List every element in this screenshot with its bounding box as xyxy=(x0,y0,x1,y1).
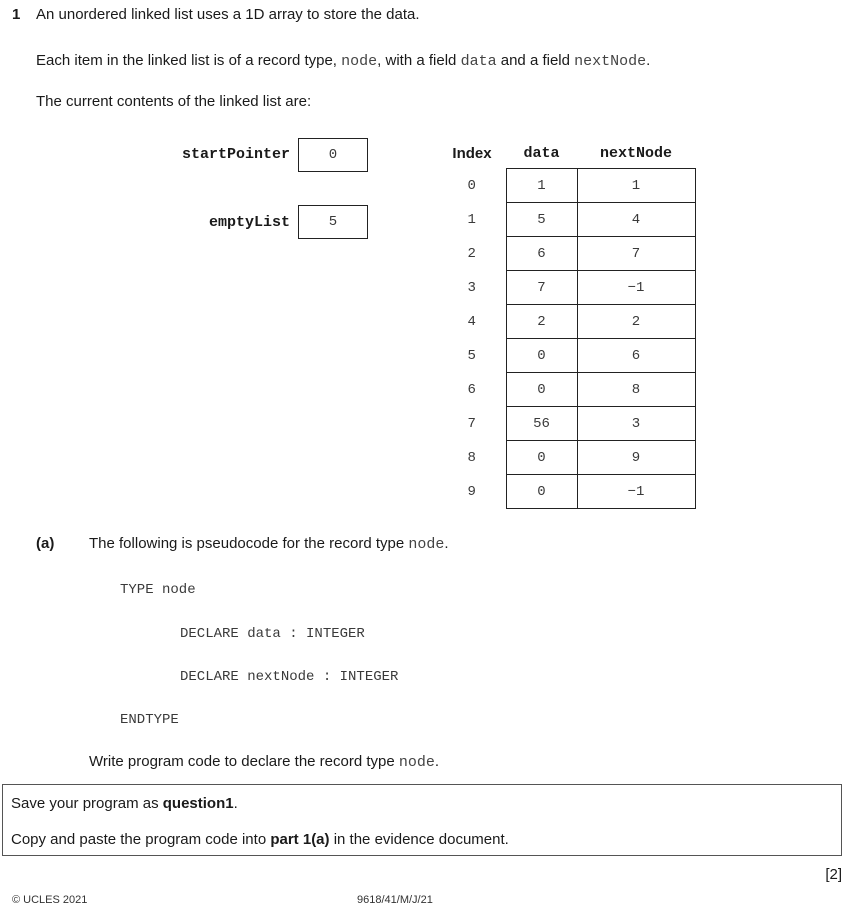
linked-list-table xyxy=(438,138,696,509)
pseudocode-line: DECLARE nextNode : INTEGER xyxy=(180,669,399,685)
header-index: Index xyxy=(452,144,492,162)
data-cell: 0 xyxy=(506,441,577,475)
table-header-row xyxy=(438,138,695,169)
data-cell: 0 xyxy=(506,475,577,509)
empty-list-label: emptyList xyxy=(208,214,290,231)
pseudocode-line: TYPE node xyxy=(120,582,196,598)
nextnode-cell: 9 xyxy=(577,441,695,475)
row-index: 4 xyxy=(467,313,476,330)
question-intro: An unordered linked list uses a 1D array to store the data. xyxy=(36,6,420,23)
instruction-box xyxy=(2,784,842,856)
pseudocode-line: ENDTYPE xyxy=(120,712,179,728)
table-row xyxy=(438,237,695,271)
code-nextnode: nextNode xyxy=(574,53,647,70)
row-index: 3 xyxy=(467,279,476,296)
nextnode-cell: 1 xyxy=(577,169,695,203)
row-index: 6 xyxy=(467,381,476,398)
copy-instruction: Copy and paste the program code into part 1(a) in the evidence document. xyxy=(11,831,509,848)
program-name: question1 xyxy=(162,795,234,812)
row-index: 0 xyxy=(467,177,476,194)
footer-copyright: © UCLES 2021 xyxy=(12,894,88,906)
nextnode-cell: −1 xyxy=(577,271,695,305)
code-node: node xyxy=(408,536,445,553)
nextnode-cell: 4 xyxy=(577,203,695,237)
question-number: 1 xyxy=(12,6,21,23)
data-cell: 0 xyxy=(506,339,577,373)
start-pointer-label: startPointer xyxy=(181,146,290,163)
table-row xyxy=(438,271,695,305)
contents-intro: The current contents of the linked list are: xyxy=(36,93,312,110)
table-row xyxy=(438,441,695,475)
part-a-label: (a) xyxy=(36,535,55,552)
row-index: 5 xyxy=(467,347,476,364)
table-row xyxy=(438,339,695,373)
save-instruction: Save your program as question1. xyxy=(11,795,238,812)
nextnode-cell: 2 xyxy=(577,305,695,339)
empty-list-box: 5 xyxy=(298,205,368,239)
data-cell: 0 xyxy=(506,373,577,407)
header-nextnode: nextNode xyxy=(599,144,672,162)
data-cell: 6 xyxy=(506,237,577,271)
part-a-text: The following is pseudocode for the record type node. xyxy=(89,535,449,553)
row-index: 8 xyxy=(467,449,476,466)
evidence-part: part 1(a) xyxy=(270,831,330,848)
nextnode-cell: 7 xyxy=(577,237,695,271)
code-data: data xyxy=(460,53,497,70)
row-index: 7 xyxy=(467,415,476,432)
table-row xyxy=(438,373,695,407)
code-node: node xyxy=(398,754,435,771)
data-cell: 1 xyxy=(506,169,577,203)
nextnode-cell: 3 xyxy=(577,407,695,441)
footer-code: 9618/41/M/J/21 xyxy=(357,894,433,906)
data-cell: 7 xyxy=(506,271,577,305)
data-cell: 5 xyxy=(506,203,577,237)
data-cell: 56 xyxy=(506,407,577,441)
row-index: 1 xyxy=(467,211,476,228)
marks: [2] xyxy=(825,866,842,883)
table-row xyxy=(438,169,695,203)
header-data: data xyxy=(523,144,560,162)
table-row xyxy=(438,407,695,441)
table-row xyxy=(438,203,695,237)
nextnode-cell: −1 xyxy=(577,475,695,509)
start-pointer-box: 0 xyxy=(298,138,368,172)
data-cell: 2 xyxy=(506,305,577,339)
row-index: 2 xyxy=(467,245,476,262)
table-row xyxy=(438,475,695,509)
record-description: Each item in the linked list is of a record type, node, with a field data and a field nextNode. xyxy=(36,52,651,70)
pseudocode-line: DECLARE data : INTEGER xyxy=(180,626,365,642)
table-row xyxy=(438,305,695,339)
part-a-task: Write program code to declare the record type node. xyxy=(89,753,440,771)
row-index: 9 xyxy=(467,483,476,500)
nextnode-cell: 8 xyxy=(577,373,695,407)
code-node: node xyxy=(341,53,378,70)
nextnode-cell: 6 xyxy=(577,339,695,373)
